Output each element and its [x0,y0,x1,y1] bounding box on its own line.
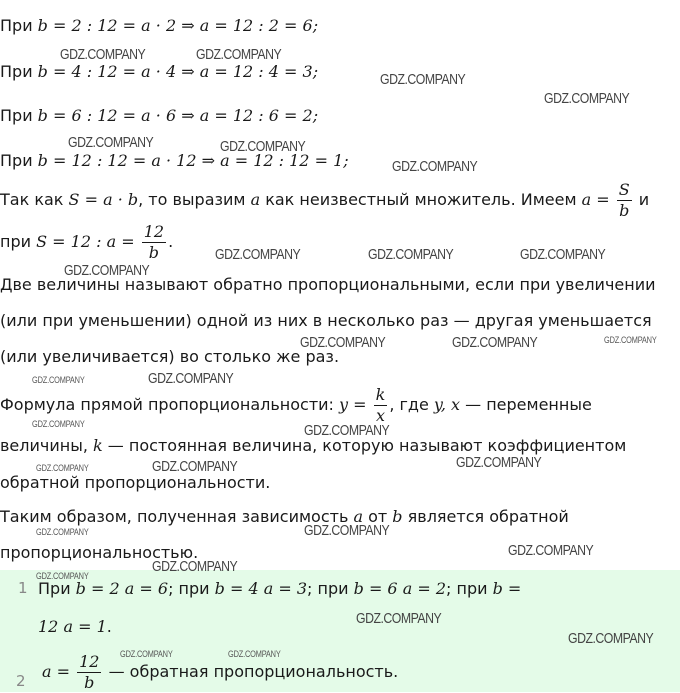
math: b = 2 a = 6 [75,579,169,598]
math: y = [339,395,367,414]
watermark: GDZ.COMPANY [32,375,85,385]
watermark: GDZ.COMPANY [456,454,542,471]
text: . [168,232,174,251]
line-s-12 [0,222,173,263]
math: b = 4 : 12 = a · 4 ⇒ a = 12 : 4 = 3; [37,62,319,81]
numerator: S [618,180,630,199]
math: y, x [433,395,461,414]
math: b = 6 a = 2 [353,579,446,598]
text: При [0,151,38,170]
math: 12 a = 1 [38,617,107,636]
watermark: GDZ.COMPANY [32,419,85,429]
line-express-a [0,180,649,221]
math: b = 2 : 12 = a · 2 ⇒ a = 12 : 2 = 6; [37,16,319,35]
answer-1 [38,578,521,600]
math: b = 12 : 12 = a · 12 ⇒ a = 12 : 12 = 1; [37,151,349,170]
answer-number: 2 [16,672,26,690]
denominator: x [375,406,385,425]
watermark: GDZ.COMPANY [220,138,306,155]
watermark: GDZ.COMPANY [120,649,173,659]
answer-number: 1 [18,579,28,597]
text: является обратной [402,507,569,526]
watermark: GDZ.COMPANY [508,542,594,559]
line-b-6 [0,105,318,127]
line-b-2 [0,15,318,37]
answer-1-cont [38,616,112,638]
line-coefficient-end: обратной пропорциональности. [0,473,271,492]
text: , то выразим [138,190,251,209]
text: При [0,16,38,35]
text: , где [389,395,434,414]
text: При [0,62,38,81]
definition-line-2: (или при уменьшении) одной из них в несколько раз — другая уменьшается [0,311,652,330]
text: при [0,232,37,251]
math: k [93,436,103,455]
numerator: 12 [79,652,100,671]
math: b = 4 a = 3 [214,579,308,598]
watermark: GDZ.COMPANY [544,90,630,107]
answer-2 [42,652,398,693]
watermark: GDZ.COMPANY [196,46,282,63]
math: a [250,190,261,209]
line-formula [0,385,592,426]
line-conclusion [0,506,569,528]
watermark: GDZ.COMPANY [380,71,466,88]
watermark: GDZ.COMPANY [356,610,442,627]
text: Формула прямой пропорциональности: [0,395,340,414]
math: a = [42,662,71,681]
watermark: GDZ.COMPANY [36,463,89,473]
fraction-k-over-x [374,385,388,426]
denominator: b [84,673,95,692]
text: Таким образом, полученная зависимость [0,507,354,526]
math: a [353,507,364,526]
text: от [363,507,393,526]
fraction-12-over-b [77,652,101,693]
watermark: GDZ.COMPANY [452,334,538,351]
denominator: b [148,243,159,262]
watermark: GDZ.COMPANY [392,158,478,175]
watermark: GDZ.COMPANY [304,422,390,439]
numerator: k [375,385,386,404]
text: — постоянная величина, которую называют коэффициентом [102,436,627,455]
watermark: GDZ.COMPANY [152,458,238,475]
line-conclusion-end: пропорциональностью. [0,543,199,562]
math: b = 6 : 12 = a · 6 ⇒ a = 12 : 6 = 2; [37,106,319,125]
watermark: GDZ.COMPANY [300,334,386,351]
text: ; при [446,579,493,598]
watermark: GDZ.COMPANY [228,649,281,659]
watermark: GDZ.COMPANY [368,246,454,263]
watermark: GDZ.COMPANY [152,558,238,575]
text: как неизвестный множитель. Имеем [260,190,582,209]
watermark: GDZ.COMPANY [568,630,654,647]
watermark: GDZ.COMPANY [68,134,154,151]
fraction-s-over-b [617,180,632,221]
watermark: GDZ.COMPANY [520,246,606,263]
line-b-4 [0,61,318,83]
math: b [392,507,403,526]
text: ; при [168,579,215,598]
watermark: GDZ.COMPANY [304,522,390,539]
watermark: GDZ.COMPANY [215,246,301,263]
fraction-12-over-b [142,222,166,263]
math: b = [492,579,522,598]
text: величины, [0,436,94,455]
text: ; при [307,579,354,598]
text: При [38,579,76,598]
numerator: 12 [143,222,165,241]
definition-line-3: (или увеличивается) во столько же раз. [0,347,340,366]
text: — переменные [460,395,592,414]
denominator: b [619,201,630,220]
math: S = 12 : a = [36,232,135,251]
text: . [106,617,112,636]
watermark: GDZ.COMPANY [60,46,146,63]
watermark: GDZ.COMPANY [36,527,89,537]
math: S = a · b [68,190,139,209]
watermark: GDZ.COMPANY [604,335,657,345]
definition-line-1: Две величины называют обратно пропорциональными, если при увеличении [0,275,656,294]
watermark: GDZ.COMPANY [36,571,89,581]
text: и [633,190,650,209]
text: Так как [0,190,69,209]
watermark: GDZ.COMPANY [64,262,150,279]
text: — обратная пропорциональность. [103,662,399,681]
watermark: GDZ.COMPANY [148,370,234,387]
math: a = [581,190,610,209]
text: При [0,106,38,125]
